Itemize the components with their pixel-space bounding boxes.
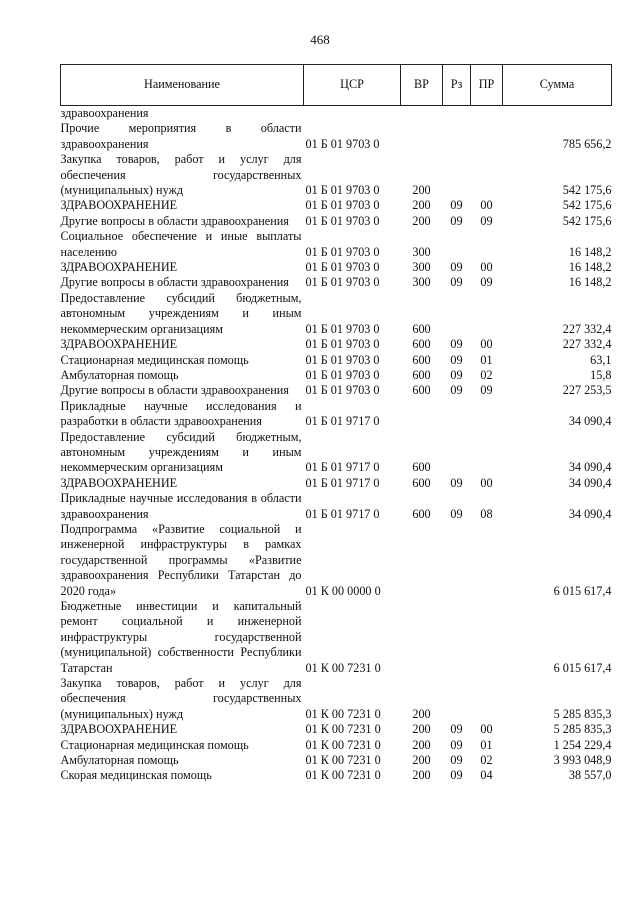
- cell-name: Предоставление субсидий бюджетным, автономным учреждениям и иным некоммерческим организациям: [60, 290, 302, 336]
- header-vr: ВР: [401, 65, 443, 106]
- cell-sum: 34 090,4: [568, 506, 612, 521]
- cell-pr: [471, 152, 503, 198]
- cell-rz: [443, 229, 471, 260]
- table-row: [61, 476, 612, 491]
- cell-vr: 200: [412, 706, 431, 721]
- cell-pr: 01: [480, 737, 493, 752]
- cell-vr: 600: [412, 383, 431, 398]
- cell-rz: 09: [450, 506, 463, 521]
- cell-rz: 09: [450, 737, 463, 752]
- cell-sum: 3 993 048,9: [553, 753, 612, 768]
- cell-csr: 01 Б 01 9717 0: [305, 414, 380, 429]
- cell-rz: [443, 522, 471, 599]
- cell-pr: [471, 676, 503, 722]
- cell-pr: 08: [480, 506, 493, 521]
- cell-vr: 600: [412, 506, 431, 521]
- cell-csr: 01 Б 01 9703 0: [305, 337, 380, 352]
- table-row: [61, 353, 612, 368]
- cell-rz: 09: [450, 768, 463, 783]
- cell-vr: 300: [412, 260, 431, 275]
- cell-rz: [443, 121, 471, 152]
- cell-sum: 542 175,6: [562, 213, 612, 228]
- cell-vr: [401, 599, 443, 676]
- table-row: [61, 768, 612, 783]
- cell-csr: 01 К 00 7231 0: [305, 722, 381, 737]
- cell-name: Скорая медицинская помощь: [60, 768, 212, 783]
- cell-csr: 01 Б 01 9717 0: [305, 460, 380, 475]
- cell-pr: [471, 106, 503, 122]
- cell-sum: 785 656,2: [562, 136, 612, 151]
- cell-csr: [304, 106, 401, 122]
- cell-csr: 01 Б 01 9703 0: [305, 321, 380, 336]
- cell-pr: [471, 599, 503, 676]
- cell-rz: [443, 599, 471, 676]
- cell-sum: 5 285 835,3: [553, 722, 612, 737]
- cell-name: ЗДРАВООХРАНЕНИЕ: [60, 475, 178, 490]
- table-row: [61, 599, 612, 676]
- cell-csr: 01 К 00 7231 0: [305, 753, 381, 768]
- table-row: [61, 260, 612, 275]
- cell-sum: 6 015 617,4: [553, 583, 612, 598]
- cell-sum: 542 175,6: [562, 183, 612, 198]
- cell-pr: 01: [480, 352, 493, 367]
- cell-vr: 600: [412, 475, 431, 490]
- cell-vr: [401, 522, 443, 599]
- cell-pr: 00: [480, 260, 493, 275]
- cell-name: ЗДРАВООХРАНЕНИЕ: [60, 722, 178, 737]
- cell-name: Социальное обеспечение и иные выплаты населению: [60, 229, 302, 259]
- table-row: [61, 275, 612, 290]
- table-row: [61, 383, 612, 398]
- cell-vr: 200: [412, 737, 431, 752]
- cell-pr: [471, 121, 503, 152]
- table-row: [61, 106, 612, 122]
- cell-csr: 01 Б 01 9703 0: [305, 383, 380, 398]
- cell-rz: 09: [450, 383, 463, 398]
- cell-name: Прочие мероприятия в области здравоохранения: [60, 121, 302, 151]
- table-row: [61, 676, 612, 722]
- cell-vr: 600: [412, 321, 431, 336]
- cell-rz: 09: [450, 367, 463, 382]
- cell-sum: 15,8: [590, 367, 612, 382]
- table-row: [61, 368, 612, 383]
- cell-vr: 200: [412, 753, 431, 768]
- cell-vr: 200: [412, 768, 431, 783]
- table-row: [61, 722, 612, 737]
- header-csr: ЦСР: [304, 65, 401, 106]
- table-row: [61, 399, 612, 430]
- cell-csr: 01 Б 01 9717 0: [305, 475, 380, 490]
- cell-rz: 09: [450, 198, 463, 213]
- cell-rz: 09: [450, 213, 463, 228]
- cell-rz: 09: [450, 337, 463, 352]
- cell-name: Другие вопросы в области здравоохранения: [60, 213, 289, 228]
- cell-rz: [443, 676, 471, 722]
- cell-pr: 00: [480, 722, 493, 737]
- cell-sum: 16 148,2: [568, 244, 612, 259]
- cell-name: Стационарная медицинская помощь: [60, 352, 249, 367]
- budget-table: [60, 64, 612, 784]
- table-row: [61, 291, 612, 337]
- cell-name: Амбулаторная помощь: [60, 367, 179, 382]
- cell-sum: 38 557,0: [568, 768, 612, 783]
- cell-rz: [443, 430, 471, 476]
- cell-name: Бюджетные инвестиции и капитальный ремонт социальной и инженерной инфраструктуры государственной (муниципальной) собственности Республики Татарстан: [60, 599, 302, 675]
- cell-sum: 34 090,4: [568, 460, 612, 475]
- cell-name: ЗДРАВООХРАНЕНИЕ: [60, 198, 178, 213]
- cell-vr: 200: [412, 198, 431, 213]
- cell-vr: 200: [412, 722, 431, 737]
- table-row: [61, 430, 612, 476]
- header-rz: Рз: [443, 65, 471, 106]
- cell-sum: 227 332,4: [562, 321, 612, 336]
- cell-rz: 09: [450, 275, 463, 290]
- cell-pr: [471, 522, 503, 599]
- table-row: [61, 229, 612, 260]
- cell-vr: 300: [412, 244, 431, 259]
- cell-vr: 600: [412, 352, 431, 367]
- cell-name: Прикладные научные исследования в области здравоохранения: [60, 491, 302, 521]
- cell-name: здравоохранения: [60, 106, 149, 120]
- cell-pr: 00: [480, 198, 493, 213]
- cell-vr: 200: [412, 213, 431, 228]
- cell-csr: 01 Б 01 9703 0: [305, 260, 380, 275]
- cell-name: Закупка товаров, работ и услуг для обеспечения государственных (муниципальных) нужд: [60, 152, 302, 198]
- header-name: Наименование: [61, 65, 304, 106]
- table-row: [61, 522, 612, 599]
- cell-csr: 01 К 00 7231 0: [305, 737, 381, 752]
- cell-name: ЗДРАВООХРАНЕНИЕ: [60, 260, 178, 275]
- cell-pr: [471, 430, 503, 476]
- cell-pr: [471, 399, 503, 430]
- page-number: 468: [310, 32, 330, 47]
- cell-rz: [443, 399, 471, 430]
- cell-pr: [471, 229, 503, 260]
- cell-csr: 01 Б 01 9703 0: [305, 136, 380, 151]
- cell-name: Стационарная медицинская помощь: [60, 737, 249, 752]
- cell-csr: 01 Б 01 9703 0: [305, 367, 380, 382]
- cell-rz: 09: [450, 722, 463, 737]
- cell-name: ЗДРАВООХРАНЕНИЕ: [60, 337, 178, 352]
- cell-name: Прикладные научные исследования и разработки в области здравоохранения: [60, 398, 302, 429]
- cell-csr: 01 К 00 7231 0: [305, 768, 381, 783]
- header-pr: ПР: [471, 65, 503, 106]
- cell-sum: 542 175,6: [562, 198, 612, 213]
- cell-csr: 01 К 00 7231 0: [305, 660, 381, 675]
- cell-vr: 600: [412, 337, 431, 352]
- cell-csr: 01 Б 01 9703 0: [305, 275, 380, 290]
- table-row: [61, 214, 612, 229]
- cell-name: Амбулаторная помощь: [60, 753, 179, 768]
- cell-name: Другие вопросы в области здравоохранения: [60, 383, 289, 398]
- cell-name: Подпрограмма «Развитие социальной и инженерной инфраструктуры в рамках государственной программы «Развитие здравоохранения Республики Татарстан до 2020 года»: [60, 521, 302, 598]
- cell-sum: 6 015 617,4: [553, 660, 612, 675]
- cell-pr: 02: [480, 753, 493, 768]
- cell-csr: 01 Б 01 9703 0: [305, 244, 380, 259]
- cell-vr: [401, 121, 443, 152]
- cell-vr: 300: [412, 275, 431, 290]
- cell-csr: 01 Б 01 9703 0: [305, 352, 380, 367]
- cell-sum: 5 285 835,3: [553, 706, 612, 721]
- cell-vr: 600: [412, 460, 431, 475]
- cell-sum: 227 332,4: [562, 337, 612, 352]
- cell-csr: 01 К 00 0000 0: [305, 583, 381, 598]
- cell-rz: [443, 152, 471, 198]
- cell-rz: 09: [450, 475, 463, 490]
- table-row: [61, 152, 612, 198]
- cell-sum: 227 253,5: [562, 383, 612, 398]
- cell-rz: [443, 291, 471, 337]
- cell-sum: 34 090,4: [568, 475, 612, 490]
- cell-sum: 1 254 229,4: [553, 737, 612, 752]
- cell-csr: 01 Б 01 9703 0: [305, 198, 380, 213]
- cell-rz: [443, 106, 471, 122]
- cell-pr: [471, 291, 503, 337]
- table-row: [61, 337, 612, 352]
- cell-name: Закупка товаров, работ и услуг для обеспечения государственных (муниципальных) нужд: [60, 676, 302, 721]
- table-row: [61, 738, 612, 753]
- cell-rz: 09: [450, 352, 463, 367]
- cell-sum: 16 148,2: [568, 275, 612, 290]
- cell-pr: 00: [480, 475, 493, 490]
- table-row: [61, 198, 612, 213]
- cell-csr: 01 Б 01 9717 0: [305, 506, 380, 521]
- cell-pr: 00: [480, 337, 493, 352]
- cell-name: Предоставление субсидий бюджетным, автономным учреждениям и иным некоммерческим организациям: [60, 429, 302, 475]
- cell-csr: 01 К 00 7231 0: [305, 706, 381, 721]
- cell-vr: 200: [412, 183, 431, 198]
- table-row: [61, 491, 612, 522]
- cell-sum: 34 090,4: [568, 414, 612, 429]
- table-row: [61, 753, 612, 768]
- cell-pr: 04: [480, 768, 493, 783]
- cell-rz: 09: [450, 753, 463, 768]
- cell-pr: 09: [480, 275, 493, 290]
- cell-sum: 16 148,2: [568, 260, 612, 275]
- table-header: [61, 65, 612, 106]
- table-body: [61, 106, 612, 784]
- cell-vr: [401, 399, 443, 430]
- cell-csr: 01 Б 01 9703 0: [305, 213, 380, 228]
- cell-sum: [503, 106, 612, 122]
- cell-pr: 09: [480, 383, 493, 398]
- cell-name: Другие вопросы в области здравоохранения: [60, 275, 289, 290]
- cell-pr: 02: [480, 367, 493, 382]
- table-row: [61, 121, 612, 152]
- header-sum: Сумма: [503, 65, 612, 106]
- cell-vr: 600: [412, 367, 431, 382]
- cell-rz: 09: [450, 260, 463, 275]
- cell-csr: 01 Б 01 9703 0: [305, 183, 380, 198]
- cell-vr: [401, 106, 443, 122]
- cell-pr: 09: [480, 213, 493, 228]
- cell-sum: 63,1: [590, 352, 612, 367]
